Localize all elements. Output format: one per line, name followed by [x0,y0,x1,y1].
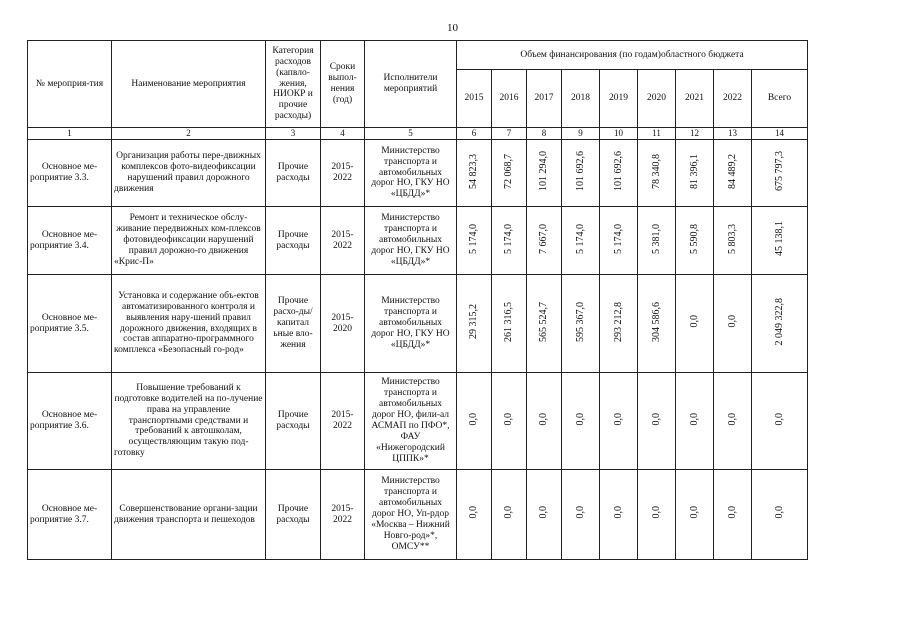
row-value: 101 294,0 [538,151,550,192]
row-value: 293 212,8 [612,301,624,342]
row-value: 0,0 [468,506,480,519]
row-value: 81 396,1 [688,153,700,189]
column-number: 5 [365,128,457,140]
row-value: 84 489,2 [726,153,738,189]
row-value: 0,0 [688,315,700,328]
row-action-name: Установка и содержание объ-ектов автоматизированного контроля и выявления нару-шений правил дорожного движения, входящих в состав аппаратно-программного комплекса «Безопасный го-род» [112,275,266,373]
column-number: 8 [527,128,562,140]
row-terms: 2015-2022 [321,470,365,560]
row-action-name: Повышение требований к подготовке водителей на по-лучение права на управление транспортными средствами и требований к автошколам, осуществляющим такую под-готовку [112,373,266,470]
column-number: 1 [28,128,112,140]
row-value-cell [714,207,752,275]
row-terms: 2015-2022 [321,140,365,207]
funding-table [27,40,808,560]
row-value-cell [600,373,638,470]
row-value: 5 174,0 [468,223,480,254]
row-value: 72 068,7 [503,153,515,189]
row-value-cell [562,373,600,470]
header-year: 2018 [562,70,600,128]
row-value-cell [714,140,752,207]
row-terms: 2015-2022 [321,373,365,470]
row-number: Основное ме-роприятие 3.5. [28,275,112,373]
header-year: 2022 [714,70,752,128]
row-executors: Министерство транспорта и автомобильных дорог НО, ГКУ НО «ЦБДД»* [365,207,457,275]
row-value-cell [562,207,600,275]
row-value-cell [714,470,752,560]
row-value-cell [492,470,527,560]
table-row [28,470,808,560]
header-year: 2017 [527,70,562,128]
row-value-cell [527,470,562,560]
row-value-cell [527,275,562,373]
row-value: 0,0 [688,412,700,426]
row-value: 0,0 [503,506,515,519]
row-value-cell [676,275,714,373]
row-value: 5 381,0 [650,223,662,254]
row-value: 7 667,0 [538,223,550,254]
row-value-cell [457,470,492,560]
row-value: 0,0 [650,412,662,426]
row-value-cell [492,140,527,207]
row-value-cell [600,275,638,373]
row-value-cell [562,275,600,373]
row-value: 101 692,6 [612,151,624,192]
column-number: 9 [562,128,600,140]
row-terms: 2015-2022 [321,207,365,275]
row-value-cell [676,140,714,207]
row-value-cell [676,207,714,275]
row-value: 0,0 [503,412,515,426]
header-category: Категория расходов (капвло-жения, НИОКР и прочие расходы) [266,41,321,128]
column-number: 12 [676,128,714,140]
row-value-cell [752,470,808,560]
row-value: 0,0 [538,412,550,426]
row-value: 0,0 [612,412,624,426]
row-terms: 2015-2020 [321,275,365,373]
header-year: 2016 [492,70,527,128]
row-value-cell [492,275,527,373]
row-value-cell [457,275,492,373]
header-terms: Сроки выпол-нения (год) [321,41,365,128]
row-value: 5 174,0 [503,223,515,254]
row-executors: Министерство транспорта и автомобильных дорог НО, ГКУ НО «ЦБДД»* [365,140,457,207]
table-row [28,207,808,275]
row-category: Прочие расходы [266,470,321,560]
row-action-name: Ремонт и техническое обслу-живание передвижных ком-плексов фотовидеофиксации нарушений правил дорожно-го движения «Крис-П» [112,207,266,275]
column-number: 14 [752,128,808,140]
row-value-cell [600,207,638,275]
row-value: 0,0 [468,412,480,426]
row-value-cell [562,140,600,207]
row-value: 0,0 [726,506,738,519]
row-action-name: Совершенствование органи-зации движения транспорта и пешеходов [112,470,266,560]
row-value: 0,0 [726,315,738,328]
row-value-cell [492,207,527,275]
header-year: 2020 [638,70,676,128]
row-value: 0,0 [574,412,586,426]
row-value-cell [638,373,676,470]
header-row-1 [28,41,808,70]
row-category: Прочие расходы [266,207,321,275]
row-value-cell [600,140,638,207]
row-category: Прочие расходы [266,140,321,207]
row-value: 0,0 [612,506,624,519]
row-value-cell [752,140,808,207]
row-value-cell [714,373,752,470]
column-number: 6 [457,128,492,140]
column-number: 11 [638,128,676,140]
row-value: 5 174,0 [574,223,586,254]
row-value: 0,0 [574,506,586,519]
row-executors: Министерство транспорта и автомобильных дорог НО, фили-ал АСМАП по ПФО*, ФАУ «Нижегородский ЦППК»* [365,373,457,470]
header-year: 2015 [457,70,492,128]
row-value: 261 316,5 [503,301,515,342]
column-number-row [28,128,808,140]
row-value-cell [527,207,562,275]
row-value-cell [752,207,808,275]
column-number: 2 [112,128,266,140]
row-category: Прочие расхо-ды/капитал ьные вло-жения [266,275,321,373]
row-value: 45 138,1 [773,221,785,257]
row-value: 0,0 [773,412,785,426]
row-value-cell [492,373,527,470]
row-value-cell [638,275,676,373]
header-num: № мероприя-тия [28,41,112,128]
page-number: 10 [447,22,458,34]
row-action-name: Организация работы пере-движных комплексов фото-видеофиксации нарушений правил дорожного движения [112,140,266,207]
row-number: Основное ме-роприятие 3.7. [28,470,112,560]
column-number: 4 [321,128,365,140]
row-value-cell [457,140,492,207]
row-value: 675 797,3 [773,151,785,192]
row-value-cell [638,140,676,207]
row-value: 54 823,3 [468,153,480,189]
row-value: 2 049 322,8 [773,297,785,346]
row-value: 29 315,2 [468,304,480,340]
row-value: 0,0 [726,412,738,426]
row-value-cell [600,470,638,560]
row-value-cell [457,207,492,275]
row-value-cell [714,275,752,373]
row-executors: Министерство транспорта и автомобильных дорог НО, ГКУ НО «ЦБДД»* [365,275,457,373]
table-row [28,275,808,373]
row-value: 0,0 [538,506,550,519]
table-row [28,373,808,470]
row-value: 565 524,7 [538,301,550,342]
header-executors: Исполнители мероприятий [365,41,457,128]
column-number: 10 [600,128,638,140]
row-executors: Министерство транспорта и автомобильных дорог НО, Уп-рдор «Москва – Нижний Новго-род»*, ОМСУ** [365,470,457,560]
header-name: Наименование мероприятия [112,41,266,128]
row-value-cell [562,470,600,560]
row-value-cell [457,373,492,470]
row-value-cell [676,470,714,560]
row-value: 5 803,3 [726,223,738,254]
header-funding: Объем финансирования (по годам)областного бюджета [457,41,808,70]
row-category: Прочие расходы [266,373,321,470]
row-value-cell [638,470,676,560]
row-value: 101 692,6 [574,151,586,192]
row-value-cell [527,373,562,470]
column-number: 7 [492,128,527,140]
column-number: 3 [266,128,321,140]
table-row [28,140,808,207]
table-body [28,140,808,560]
row-value-cell [752,373,808,470]
row-value-cell [676,373,714,470]
row-value: 0,0 [773,506,785,519]
row-value: 5 590,8 [688,223,700,254]
row-number: Основное ме-роприятие 3.6. [28,373,112,470]
row-value-cell [638,207,676,275]
row-number: Основное ме-роприятие 3.3. [28,140,112,207]
row-value: 78 340,8 [650,153,662,189]
column-number: 13 [714,128,752,140]
row-value: 0,0 [688,506,700,519]
row-value: 304 586,6 [650,301,662,342]
header-year: Всего [752,70,808,128]
header-year: 2021 [676,70,714,128]
header-year: 2019 [600,70,638,128]
row-value-cell [527,140,562,207]
row-value-cell [752,275,808,373]
row-value: 595 367,0 [574,301,586,342]
row-number: Основное ме-роприятие 3.4. [28,207,112,275]
row-value: 0,0 [650,506,662,519]
row-value: 5 174,0 [612,223,624,254]
